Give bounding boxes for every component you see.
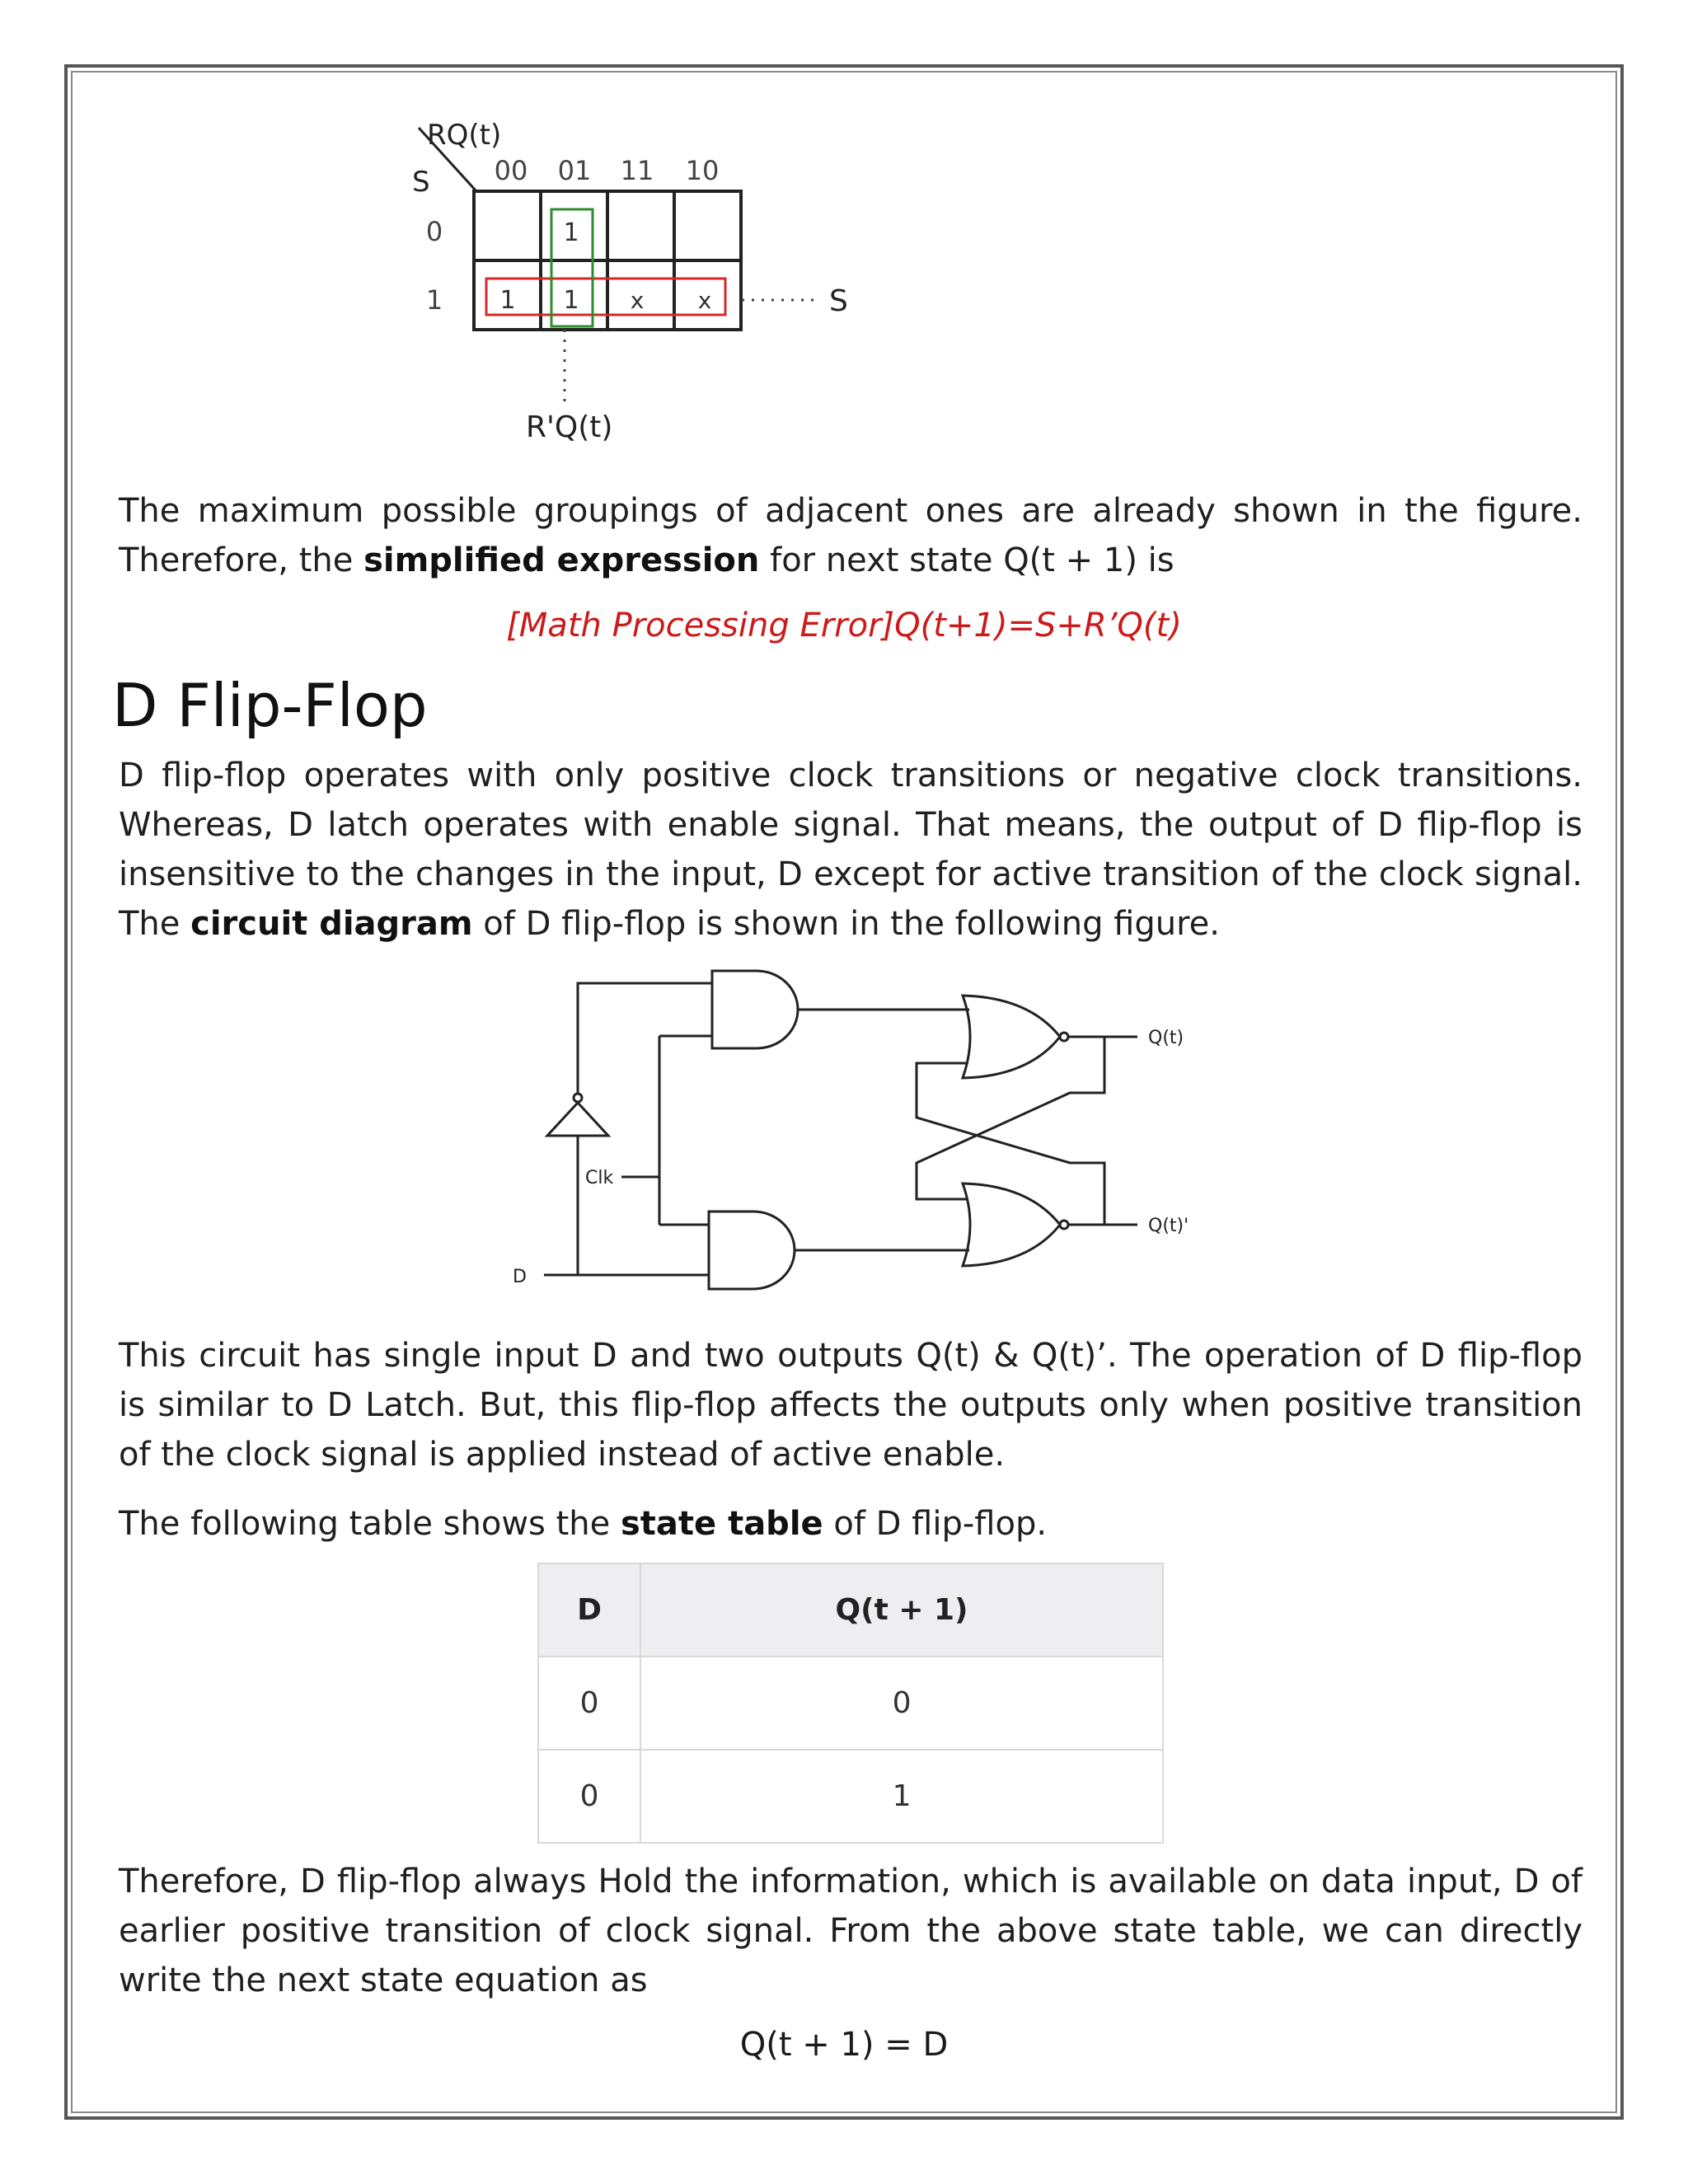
kmap-col-header: 10 — [685, 155, 720, 186]
kmap-row-header: 0 — [425, 216, 443, 247]
kmap-cell: 1 — [499, 286, 516, 315]
paragraph-state-table-intro: The following table shows the state table of D flip-flop. — [119, 1505, 1048, 1543]
kmap-cell: x — [630, 287, 645, 314]
paragraph-dff-intro: D flip-flop operates with only positive clock transitions or negative clock transitions. Whereas, D latch operates with enable signal. That means, the output of D flip-flop is insensitive to the changes in the input, D except for active transition of the clock signal. The circuit diagram of D flip-flop is shown in the following figure. — [119, 757, 1582, 943]
kmap-cell: 1 — [563, 218, 579, 247]
table-header-row — [538, 1563, 1163, 1657]
kmap-col-header: 00 — [494, 155, 528, 186]
table-header: D — [538, 1563, 640, 1657]
circuit-label-d: D — [513, 1267, 527, 1287]
table-cell: 0 — [538, 1657, 640, 1750]
table-cell: 1 — [640, 1750, 1163, 1843]
table-cell: 0 — [640, 1657, 1163, 1750]
table-header: Q(t + 1) — [640, 1563, 1163, 1657]
kmap-row-header: 1 — [425, 284, 443, 316]
kmap-col-header: 01 — [557, 155, 592, 186]
circuit-diagram — [0, 956, 1688, 1294]
paragraph-next-state: Therefore, D flip-flop always Hold the information, which is available on data input, D of earlier positive transition of clock signal. From the above state table, we can directly write the next state equation as — [119, 1863, 1582, 1999]
state-table — [537, 1563, 1164, 1844]
kmap-cell: 1 — [563, 286, 579, 315]
kmap-corner-label: RQ(t) — [427, 119, 502, 152]
kmap-row-var: S — [412, 166, 430, 199]
equation-dff: Q(t + 1) = D — [739, 2026, 949, 2064]
section-heading: D Flip-Flop — [112, 671, 428, 740]
circuit-label-clk: Clk — [585, 1168, 614, 1188]
circuit-label-q: Q(t) — [1148, 1028, 1184, 1048]
kmap-cell: x — [697, 287, 712, 314]
kmap-group-rq-label: R'Q(t) — [526, 410, 613, 444]
paragraph-kmap-summary: The maximum possible groupings of adjacent ones are already shown in the figure. Therefore, the simplified expression for next state Q(t + 1) is — [119, 492, 1582, 579]
equation-kmap: [Math Processing Error]Q(t+1)=S+R’Q(t) — [506, 607, 1182, 644]
table-cell: 0 — [538, 1750, 640, 1843]
kmap-col-header: 11 — [620, 155, 654, 186]
circuit-label-qbar: Q(t)' — [1148, 1216, 1189, 1236]
table-row — [538, 1750, 1163, 1843]
kmap-group-s-label: S — [829, 284, 848, 318]
table-row — [538, 1657, 1163, 1750]
paragraph-dff-operation: This circuit has single input D and two outputs Q(t) & Q(t)’. The operation of D flip-flop is similar to D Latch. But, this flip-flop affects the outputs only when positive transition of the clock signal is applied instead of active enable. — [119, 1337, 1582, 1474]
